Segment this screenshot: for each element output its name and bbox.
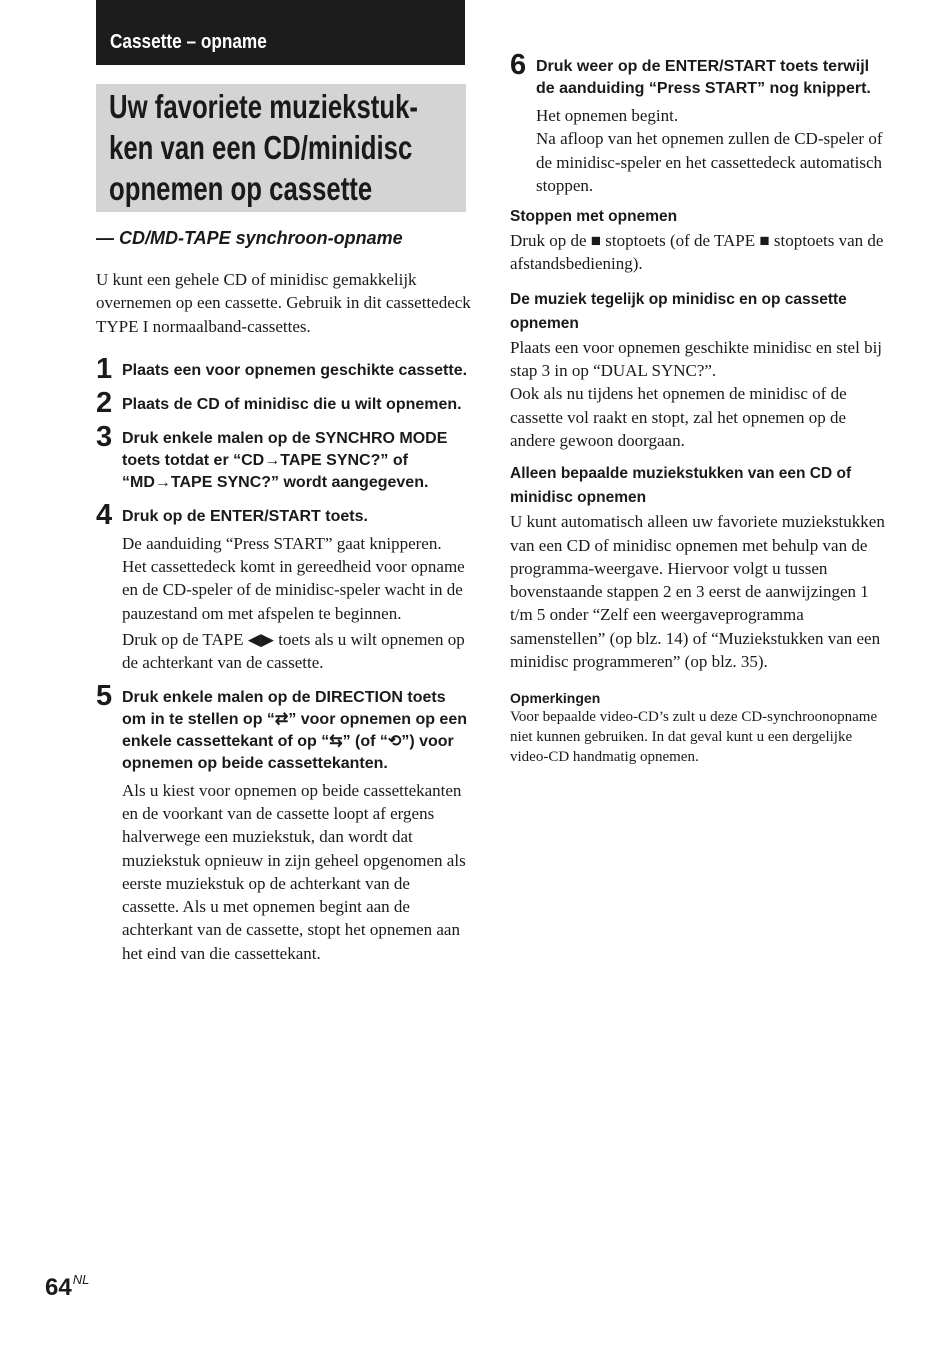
page-title-line-1: Uw favoriete muziekstuk- <box>109 88 418 125</box>
left-column <box>96 268 471 965</box>
subtitle: — CD/MD-TAPE synchroon-opname <box>96 228 403 248</box>
step-text: Het opnemen begint. <box>536 106 679 125</box>
page-number <box>45 1272 89 1302</box>
step-6 <box>510 49 890 197</box>
step-text: De aanduiding “Press START” gaat knipperen. <box>122 533 442 553</box>
step-5 <box>96 679 471 965</box>
stop-text: Druk op de ■ stoptoets (of de TAPE ■ stoptoets van de afstandsbediening). <box>510 231 884 274</box>
notes-text: Voor bepaalde video-CD’s zult u deze CD-synchroonopname niet kunnen gebruiken. In dat geval kunt u een dergelijke video-CD handmatig opnemen. <box>510 709 878 766</box>
step-number: 1 <box>96 352 113 385</box>
step-text: Het cassettedeck komt in gereedheid voor opname en de CD-speler of de minidisc-speler wacht in de pauzestand om met afspelen te beginnen. <box>122 557 465 623</box>
step-number: 2 <box>96 386 113 419</box>
select-text: U kunt automatisch alleen uw favoriete muziekstukken van een CD of minidisc opnemen met behulp van de programma-weergave. Hiervoor volgt u tussen bovenstaande stappen 2 en 3 eerst de aanwijzingen 1 t/m 5 onder “Zelf een weergaveprogramma samenstellen” (op blz. 14) of “Muziekstukken van een minidisc programmeren” (op blz. 35). <box>510 512 885 672</box>
step-number: 3 <box>96 420 113 453</box>
step-3 <box>96 420 471 494</box>
step-heading: Druk enkele malen op de DIRECTION toets om in te stellen op “⇄” voor opnemen op een enkele cassettekant of op “⇆” (of “⟲”) voor opnemen op beide cassettekanten. <box>122 688 467 772</box>
step-text: Na afloop van het opnemen zullen de CD-speler of de minidisc-speler en het cassettedeck automatisch stoppen. <box>536 129 883 195</box>
step-heading: Plaats de CD of minidisc die u wilt opnemen. <box>122 395 462 413</box>
step-4 <box>96 498 471 675</box>
dual-heading: De muziek tegelijk op minidisc en op cassette opnemen <box>510 290 847 332</box>
page-title-line-3: opnemen op cassette <box>109 170 373 207</box>
step-number: 4 <box>96 498 113 531</box>
step-number: 6 <box>510 49 527 81</box>
select-heading: Alleen bepaalde muziekstukken van een CD of minidisc opnemen <box>510 465 852 507</box>
page-language: NL <box>72 1272 90 1287</box>
title-box <box>96 84 466 212</box>
dual-text-1: Plaats een voor opnemen geschikte minidisc en stel bij stap 3 in op “DUAL SYNC?”. <box>510 337 883 381</box>
section-title: Cassette – opname <box>110 31 267 53</box>
intro-paragraph: U kunt een gehele CD of minidisc gemakkelijk overnemen op een cassette. Gebruik in dit cassettedeck TYPE I normaalband-cassettes. <box>96 270 471 336</box>
page-number-value: 64 <box>45 1274 72 1301</box>
step-2 <box>96 386 471 419</box>
step-number: 5 <box>96 679 113 712</box>
stop-heading: Stoppen met opnemen <box>510 208 678 226</box>
step-1 <box>96 352 471 385</box>
step-heading: Druk enkele malen op de SYNCHRO MODE toets totdat er “CD→TAPE SYNC?” of “MD→TAPE SYNC?” wordt aangegeven. <box>122 429 448 491</box>
step-heading: Druk op de ENTER/START toets. <box>122 507 368 525</box>
notes-heading: Opmerkingen <box>510 690 601 707</box>
step-text: Druk op de TAPE ◀▶ toets als u wilt opnemen op de achterkant van de cassette. <box>122 630 465 673</box>
section-header-bar <box>96 0 465 65</box>
page-title-line-2: ken van een CD/minidisc <box>109 129 413 166</box>
step-heading: Plaats een voor opnemen geschikte cassette. <box>122 361 468 379</box>
step-text: Als u kiest voor opnemen op beide cassettekanten en de voorkant van de cassette loopt af ergens halverwege een muziekstuk, dan wordt dat muziekstuk opnieuw in zijn geheel opgenomen als eerste muziekstuk op de achterkant van de cassette. Als u met opnemen begint aan de achterkant van de cassette, stopt het opnemen aan het eind van die cassettekant. <box>122 780 466 963</box>
step-heading: Druk weer op de ENTER/START toets terwijl de aanduiding “Press START” nog knippert. <box>536 58 871 97</box>
dual-text-2: Ook als nu tijdens het opnemen de minidisc of de cassette vol raakt en stopt, zal het opnemen op de andere gewoon doorgaan. <box>510 384 847 450</box>
right-column <box>510 49 890 767</box>
